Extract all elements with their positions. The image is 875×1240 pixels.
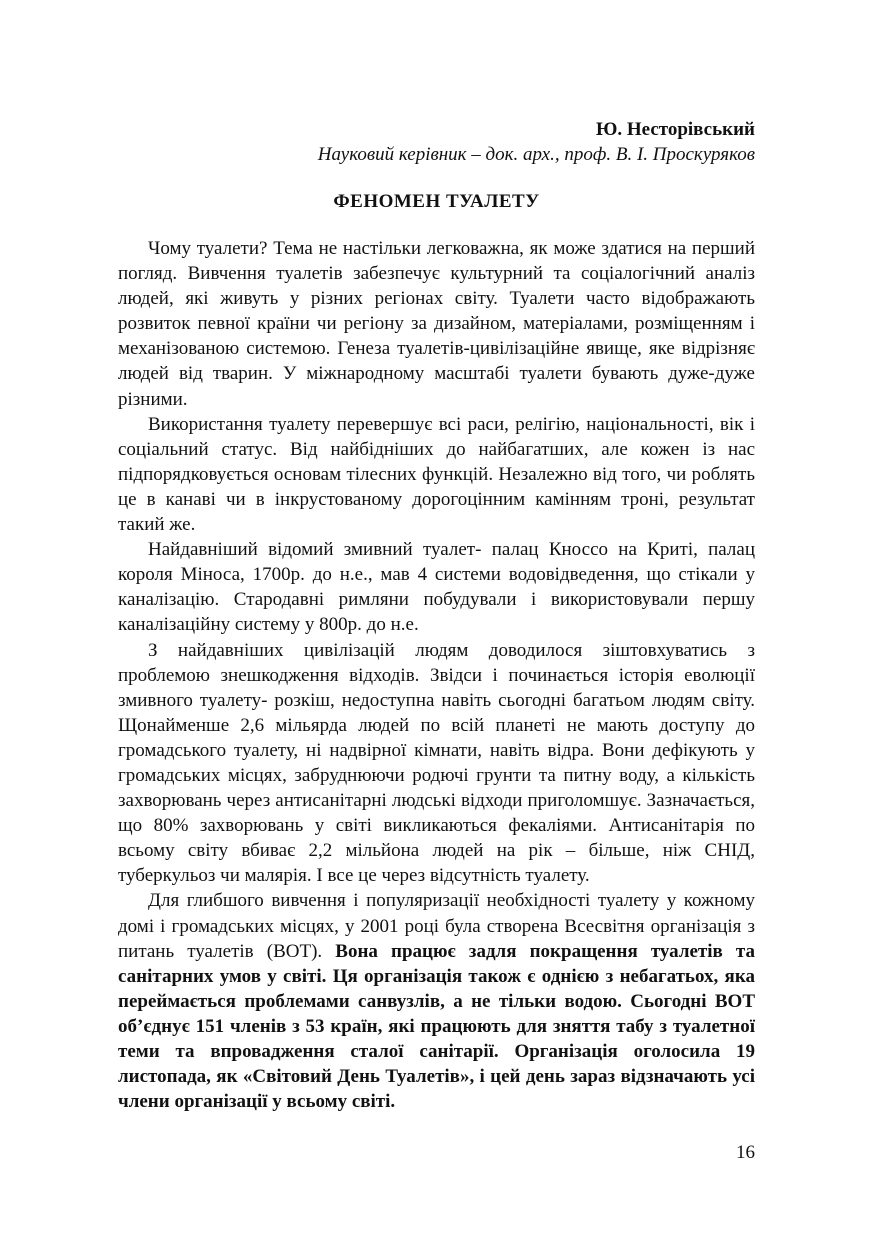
- paragraph: Використання туалету перевершує всі раси, релігію, національності, вік і соціальний статус. Від найбідніших до найбагатших, але кожен із нас підпорядковується основам тілесних функцій. Незалежно від того, чи роблять це в канаві чи в інкрустованому дорогоцінним камінням троні, результат такий же.: [118, 413, 755, 536]
- page-number: 16: [736, 1142, 755, 1163]
- paragraph: Найдавніший відомий змивний туалет- палац Кноссо на Криті, палац короля Міноса, 1700р. до н.е., мав 4 системи водовідведення, що стікали у каналізацію. Стародавні римляни побудували і використовували першу каналізаційну систему у 800р. до н.е.: [118, 539, 755, 636]
- paragraph: З найдавніших цивілізацій людям доводилося зіштовхуватись з проблемою знешкодження відходів. Звідси і починається історія еволюції змивного туалету- розкіш, недоступна навіть сьогодні багатьом людям світу. Щонайменше 2,6 мільярда людей по всій планеті не мають доступу до громадського туалету, ні надвірної кімнати, навіть відра. Вони дефікують у громадських місцях, забруднюючи родючі грунти та питну воду, а кількість захворювань через антисанітарні людські відходи приголомшує. Зазначається, що 80% захворювань у світі викликаються фекаліями. Антисанітарія по всьому світу вбиває 2,2 мільйона людей на рік – більше, ніж СНІД, туберкульоз чи малярія. І все це через відсутність туалету.: [118, 639, 755, 887]
- paragraph: Чому туалети? Тема не настільки легковажна, як може здатися на перший погляд. Вивчення туалетів забезпечує культурний та соціалогічний аналіз людей, які живуть у різних регіонах світу. Туалети часто відображають розвиток певної країни чи регіону за дизайном, матеріалами, розміщенням і механізованою системою. Генеза туалетів-цивілізаційне явище, яке відрізняє людей від тварин. У міжнародному масштабі туалети бувають дуже-дуже різними.: [118, 238, 755, 410]
- author-name: Ю. Несторівський: [595, 119, 755, 140]
- paragraph-plain-part: Для глибшого вивчення і популяризації необхідності туалету у кожному домі і громадських місцях, у 2001 році була створена Всесвітня організація з питань туалетів (ВОТ).: [118, 890, 755, 962]
- paragraph-bold-part: Вона працює задля покращення туалетів та санітарних умов у світі. Ця організація також є однією з небагатьох, яка переймається проблемами санвузлів, а не тільки водою. Сьогодні ВОТ об’єднує 151 членів з 53 країн, які працюють для зняття табу з туалетної теми та впровадження сталої санітарії. Організація оголосила 19 листопада, як «Світовий День Туалетів», і цей день зараз відзначають усі члени організації у всьому світі.: [118, 940, 755, 1113]
- scientific-supervisor: Науковий керівник – док. арх., проф. В. І. Проскуряков: [317, 144, 755, 165]
- page-title: ФЕНОМЕН ТУАЛЕТУ: [333, 191, 540, 212]
- article-body: [118, 236, 755, 1114]
- paragraph-last: [118, 888, 755, 1114]
